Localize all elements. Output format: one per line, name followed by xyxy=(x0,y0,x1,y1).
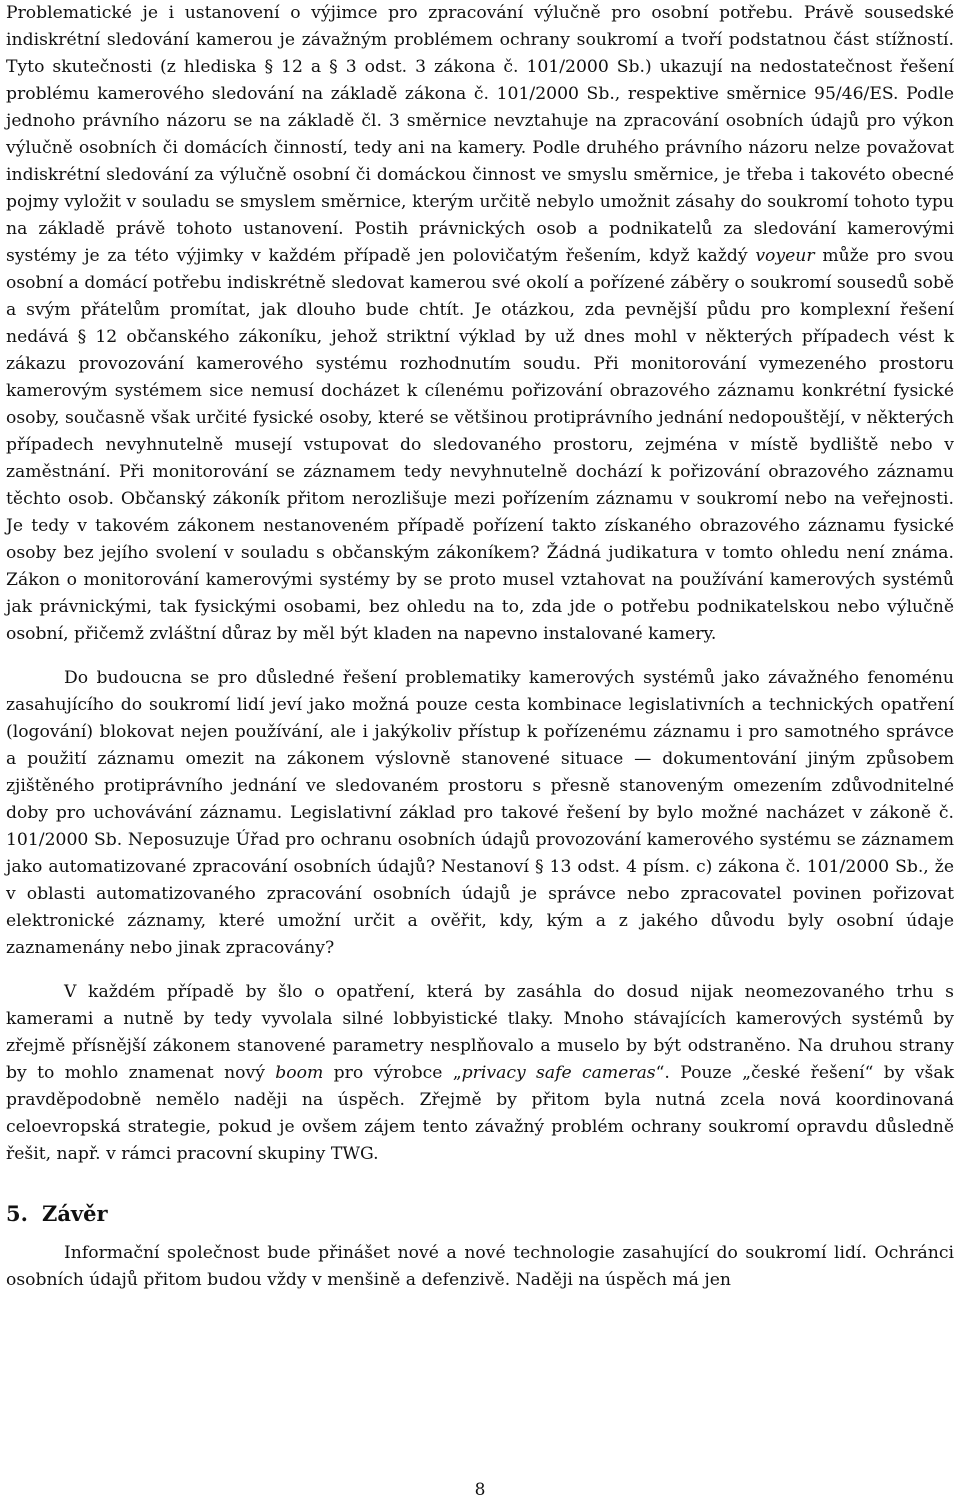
paragraph-text: může pro svou osobní a domácí potřebu indiskrétně sledovat kamerou své okolí a pořízené záběry o soukromí sousedů sobě a svým přátelům promítat, jak dlouho bude chtít. Je otázkou, zda pevnější půdu pro komplexní řešení nedává § 12 občanského zákoníku, jehož striktní výklad by už dnes mohl v některých případech vést k zákazu provozování kamerového systému rozhodnutím soudu. Při monitorování vymezeného prostoru kamerovým systémem sice nemusí docházet k cílenému pořizování obrazového záznamu konkrétní fysické osoby, současně však určité fysické osoby, které se většinou protiprávního jednání nedopouštějí, v některých případech nevyhnutelně musejí vstupovat do sledovaného prostoru, zejména v místě bydliště nebo v zaměstnání. Při monitorování se záznamem tedy nevyhnutelně dochází k pořizování obrazového záznamu těchto osob. Občanský zákoník přitom nerozlišuje mezi pořízením záznamu v soukromí nebo na veřejnosti. Je tedy v takovém zákonem nestanoveném případě pořízení takto získaného obrazového záznamu fysické osoby bez jejího svolení v souladu s občanským zákoníkem? Žádná judikatura v tomto ohledu není známa. Zákon o monitorování kamerovými systémy by se proto musel vztahovat na používání kamerových systémů jak právnickými, tak fysickými osobami, bez ohledu na to, zda jde o potřebu podnikatelskou nebo výlučně osobní, přičemž zvláštní důraz by měl být kladen na napevno instalované kamery. xyxy=(6,246,954,644)
paragraph-exception-personal-use xyxy=(6,0,954,648)
paragraph-future-solution: Do budoucna se pro důsledné řešení problematiky kamerových systémů jako závažného fenoménu zasahujícího do soukromí lidí jeví jako možná pouze cesta kombinace legislativních a technických opatření (logování) blokovat nejen používání, ale i jakýkoliv přístup k pořízenému záznamu i pro samotného správce a použití záznamu omezit na zákonem výslovně stanovené situace — dokumentování jiným způsobem zjištěného protiprávního jednání ve sledovaném prostoru s přesně stanoveným omezením zdůvodnitelné doby pro uchovávání záznamu. Legislativní základ pro takové řešení by bylo možné nacházet v zákoně č. 101/2000 Sb. Neposuzuje Úřad pro ochranu osobních údajů provozování kamerového systému se záznamem jako automatizované zpracování osobních údajů? Nestanoví § 13 odst. 4 písm. c) zákona č. 101/2000 Sb., že v oblasti automatizovaného zpracování osobních údajů je správce nebo zpracovatel povinen pořizovat elektronické záznamy, které umožní určit a ověřit, kdy, kým a z jakého důvodu byly osobní údaje zaznamenány nebo jinak zpracovány? xyxy=(6,668,954,958)
emphasis-boom: boom xyxy=(275,1063,324,1083)
document-page xyxy=(6,0,954,1294)
section-title: Závěr xyxy=(42,1201,108,1226)
paragraph-text: Problematické je i ustanovení o výjimce pro zpracování výlučně pro osobní potřebu. Právě sousedské indiskrétní sledování kamerou je závažným problémem ochrany soukromí a tvoří podstatnou část stížností. Tyto skutečnosti (z hlediska § 12 a § 3 odst. 3 zákona č. 101/2000 Sb.) ukazují na nedostatečnost řešení problému kamerového sledování na základě zákona č. 101/2000 Sb., respektive směrnice 95/46/ES. Podle jednoho právního názoru se na základě čl. 3 směrnice nevztahuje na zpracování osobních údajů pro výkon výlučně osobních či domácích činností, tedy ani na kamery. Podle druhého právního názoru nelze považovat indiskrétní sledování za výlučně osobní či domáckou činnost ve smyslu směrnice, je třeba i takovéto obecné pojmy vyložit v souladu se smyslem směrnice, kterým určitě nebylo umožnit zásahy do soukromí tohoto typu na základě právě tohoto ustanovení. Postih právnických osob a podnikatelů za sledování kamerovými systémy je za této výjimky v každém případě jen polovičatým řešením, když každý xyxy=(6,3,954,266)
section-number: 5. xyxy=(6,1201,28,1226)
paragraph-text: V každém případě by šlo o opatření, která by zasáhla do dosud nijak neomezovaného trhu s kamerami a nutně by tedy vyvolala silné lobbyistické tlaky. Mnoho stávajících kamerových systémů by zřejmě přísnější zákonem stanovené parametry nesplňovalo a muselo by být odstraněno. Na druhou strany by to mohlo znamenat nový xyxy=(6,982,954,1083)
paragraph-conclusion: Informační společnost bude přinášet nové a nové technologie zasahující do soukromí lidí. Ochránci osobních údajů přitom budou vždy v menšině a defenzivě. Naději na úspěch má jen xyxy=(6,1243,954,1290)
emphasis-privacy-safe-cameras: privacy safe cameras xyxy=(461,1063,656,1083)
paragraph-text: “. Pouze „české řešení“ by však pravděpodobně nemělo naději na úspěch. Zřejmě by přitom byla nutná zcela nová koordinovaná celoevropská strategie, pokud je ovšem zájem tento závažný problém ochrany soukromí opravdu důsledně řešit, např. v rámci pracovní skupiny TWG. xyxy=(6,1063,954,1164)
section-heading xyxy=(6,1198,954,1234)
paragraph-market-impact xyxy=(6,979,954,1168)
paragraph-text: pro výrobce „ xyxy=(323,1063,462,1083)
emphasis-voyeur: voyeur xyxy=(755,246,815,266)
page-number: 8 xyxy=(474,1480,486,1500)
